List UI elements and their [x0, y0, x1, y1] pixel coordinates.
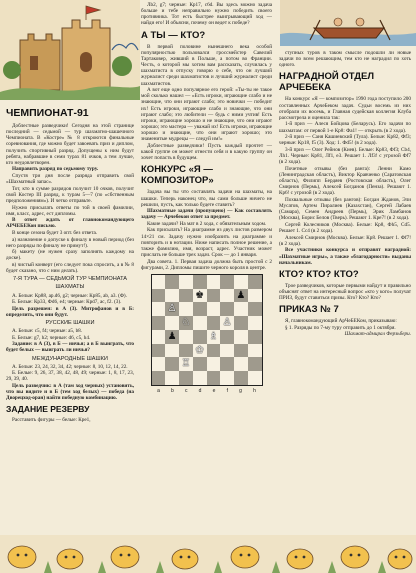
who-heading: А ТЫ — КТО? — [141, 29, 206, 41]
board-square — [193, 371, 207, 385]
board-square — [165, 316, 179, 330]
board-square — [248, 289, 262, 303]
board-square — [220, 330, 234, 344]
who-who-heading: КТО? КТО? КТО? — [279, 268, 359, 280]
board-square — [179, 316, 193, 330]
board-square — [248, 344, 262, 358]
board-square — [165, 344, 179, 358]
awards-paragraph: Алексей Смирнов (Москва). Белые: Кр8. Решает 1. Фf7! (в 2 хода). — [279, 234, 411, 247]
board-square — [207, 371, 221, 385]
reserve-heading: ЗАДАНИЕ РЕЗЕРВУ — [6, 404, 90, 415]
board-square — [179, 344, 193, 358]
board-square — [179, 357, 193, 371]
file-label: e — [212, 387, 216, 394]
awards-paragraph: Похвальные отзывы (без рангов): Богдан Жданов, Эли Мусатов, Артем Пиралиев (Казахстан), Сергей Лабаев (Самара), Семен Андреев (Пермь), Эрик Ламбанов (Москва), Борис Белов (Тверь). Решают 1. Кре7! (в 2 хода). — [279, 196, 411, 222]
board-square — [207, 316, 221, 330]
board-square — [234, 357, 248, 371]
awards-heading: НАГРАДНОЙ ОТДЕЛ АРЧЕБЕКА — [279, 71, 375, 94]
instruction-4: Нужно присылать ответы по той в своей фамилии, имя, класс, адрес, ест дипломы. — [6, 204, 134, 217]
board-square — [207, 302, 221, 316]
board-square — [165, 275, 179, 289]
chess-subheading: ШАХМАТЫ — [55, 284, 85, 291]
chess-piece: ♟ — [236, 289, 246, 301]
board-square — [220, 316, 234, 330]
intl-goal: Цель разведчик: в А (там ход черных) установить, что вы видите и в Б (тем ход белых) — победа (на Дворецход-оран) найти победную комбинацию. — [6, 382, 134, 402]
awards-paragraph: На конкурс «Я — композитор» 1990 года поступило 200 составленных АрчеБеком задач. Судьи восемь из них отобрали их восемь, и Главная судейская коллегия Клуба рассмотрела и оценила так: — [279, 96, 411, 121]
signature: Шахмат-адмирал Ферзьбери. — [344, 331, 411, 338]
instruction-1: Направить разряд по седьмому туру. — [12, 166, 99, 173]
board-square — [152, 316, 166, 330]
board-square — [234, 289, 248, 303]
board-square — [179, 302, 193, 316]
board-square — [220, 289, 234, 303]
board-square — [248, 330, 262, 344]
bottom-decoration — [0, 535, 416, 573]
file-label: a — [157, 387, 160, 394]
order-paragraph: § 1. Разряды по 7-му туру отправить до 1 октября. — [285, 324, 396, 331]
russian-checkers-subheading: РУССКИЕ ШАШКИ — [45, 319, 95, 326]
board-square — [234, 302, 248, 316]
reserve-text: Расставить фигуры — белые: Кре1, — [12, 417, 91, 424]
board-square — [152, 357, 166, 371]
who-who-text: Трое разведчиков, которые первыми найдут и правильно объяснят ответ на интересный вопрос «кто у кого» получат ПРИЗ, будут ставиться призы. Кто? Кто? Кто? — [279, 282, 411, 302]
column-right — [279, 50, 411, 338]
note-text: В конце сезона будет 3 опт. без ответа. — [12, 230, 98, 236]
contest-paragraph: Шахматные задачи (пропущено) — Как составлять задачу — Арчебекон ответ за предмет. — [141, 208, 272, 221]
intl-checkers-subheading: МЕЖДУНАРОДНЫЕ ШАШКИ — [32, 355, 108, 362]
file-label: b — [171, 387, 174, 394]
board-square — [179, 275, 193, 289]
board-square — [220, 357, 234, 371]
board-square — [152, 275, 166, 289]
board-square — [248, 302, 262, 316]
file-label: g — [239, 387, 242, 394]
list-item: в) чистый конверт (его следует пока спросить, а в № 8 будет сказано, что с ним делать). — [6, 261, 134, 275]
board-square — [193, 302, 207, 316]
championship-heading: ЧЕМПИОНАТ-91 — [6, 107, 89, 119]
board-square — [165, 302, 179, 316]
board-square — [193, 275, 207, 289]
chess-piece: ♙ — [222, 317, 232, 329]
board-square — [220, 302, 234, 316]
who-paragraph: В первой половине нынешнего века особой популярностью пользовался гроссмейстер Савелий Тартаковер, живший в Польше, а потом во Франции. Честь, о которой мы хотим вам рассказать, случилась у шахматиста в отпуску говорю о себе, что он лучший журналист среди шахматистов и лучший журналист среди шахматистов. — [141, 43, 272, 87]
board-square — [234, 371, 248, 385]
intl-task: Б. Белые: 9, 26, 37, 38, 42, 48, 49; черные: 1, 8, 17, 23, 29, 39, 40. — [6, 370, 134, 383]
intro-paragraph: Доблестные разведчики! Сегодня на этой странице последний — седьмой — тур шахматно-шашечного Чемпионата. В «Костре» № 8 откроются финальные соревнования, где можно будет завоевать приз и диплом, получить спортивный разряд. Допущены к ним будут ребята, набравшие в семи турах 81 очков, а тем лучше, кто неудовлетворен. — [6, 123, 134, 166]
order-heading: ПРИКАЗ № 7 — [279, 304, 339, 316]
board-square — [234, 344, 248, 358]
awards-paragraph: 1-й приз — Алеся Бойцова (Беларусь). Его задачи по шахматам: от первой 1-е Кр8: Фа1! — открыть (в 2 хода). — [279, 121, 411, 134]
who-paragraph: Доблестные разведчики! Пусть каждый прочтет — какой группе он может отнести себя и в какую группу он хочет попасть в будущем. — [141, 142, 272, 162]
board-square — [193, 330, 207, 344]
board-square — [152, 302, 166, 316]
chess-diagram — [151, 274, 263, 386]
awards-paragraph: 3-й приз — Олег Рейнов (Киев). Белые: Кр83, Фf3; Сb4, Лh1. Черные: Кр81, Лf1, e3. Решает 1. Лf3! с угрозой Фf7 (в 2 хода). — [279, 146, 411, 166]
chess-task: Б. Белые: Кр33, Фd6, e4; черные: Крd7, ac, f2. (3). — [12, 299, 122, 306]
contest-paragraph: Какие задачи? На мат в 2 хода, с обязательным ходом. — [147, 220, 267, 227]
who-paragraph: А вот еще одно популярное его герой: «Ты-ты не такое мой сколько нашел — «Есть игроки, играющие слабо и не знающие, что они играют слабо; это новички — победит их! Есть игроки, играющие слабо и знающие, что они играют слабо; это любители — будь с ними учтив! Есть игроки, играющие хорошо и не знающие, что они играют хорошо; это мастера — уважай их! Есть игроки, играющие хорошо и знающие, что они играют хорошо; это знаменитые мудрецы — следуй им!» — [141, 87, 272, 143]
contest-paragraph: Как присылать? На диаграмме из двух листов размером 14×21 см. Задачу нужно изобразить на диаграмме и повторить и в нотации. Ниже написать полное решение, а также фамилию, имя, возраст, адрес. Участник может прислать не больше трех задач. Срок — до 1 января. — [141, 227, 272, 259]
board-square — [207, 357, 221, 371]
composer-contest-heading: КОНКУРС «Я — КОМПОЗИТОР» — [141, 164, 214, 187]
board-square — [179, 371, 193, 385]
board-file-labels — [152, 388, 262, 394]
board-square — [152, 330, 166, 344]
file-label: h — [253, 387, 256, 394]
intl-task: А. Белые: 23, 24, 32, 34, 42; черные: 8, 10, 12, 14, 22. — [12, 363, 128, 370]
board-square — [165, 289, 179, 303]
file-label: c — [184, 387, 188, 394]
chess-piece: ♗ — [208, 330, 218, 342]
boat-illustration — [280, 0, 416, 46]
board-square — [248, 371, 262, 385]
board-square — [248, 357, 262, 371]
chess-piece: ♖ — [181, 358, 191, 370]
contest-paragraph: Два совета. 1. Первая задача должна быть простой с 2 фигурами, 2. Дипломы пишите черного короля в центре. — [141, 258, 272, 271]
castle-illustration — [0, 0, 140, 100]
board-square — [179, 330, 193, 344]
board-square — [207, 330, 221, 344]
board-square — [220, 275, 234, 289]
continued-text: Лb2, g7; черные: Кр17, с6d. Вы здесь можно задача больше и тебе неправильно нужно победить своего противника. Тот есть быстрее выигрывающий ход — найди его! И объясни, почему он ведет к победе? — [141, 2, 272, 27]
board-square — [193, 289, 207, 303]
board-square — [220, 344, 234, 358]
contest-paragraph: Задача вы ты что составлять задачи на шахматы, на шашки. Теперь наконец что, вы сами больше ничего не решили, пусть, как только будете ставить? — [141, 189, 272, 208]
board-square — [234, 330, 248, 344]
column-middle — [141, 2, 272, 396]
file-label: f — [226, 387, 228, 394]
file-label: d — [198, 387, 202, 394]
chess-piece: ♟ — [167, 330, 177, 342]
chess-piece: ♚ — [195, 289, 205, 301]
chess-goal: Цель разрешен: в А (З). Митрофанов и в Б: определить, что они будут. — [6, 305, 134, 318]
note-heading: В ответ ждать от главнокомандующего АРЧЕБЕКон письмо. — [6, 217, 134, 230]
checkers-task: А. Белые: c5, f4; черные: a5, b8. — [12, 328, 83, 335]
list-item: а) назначение о допуске к финалу в новый период (без него разряды по финалу не примут!). — [6, 236, 134, 249]
board-square — [179, 289, 193, 303]
board-square — [207, 289, 221, 303]
board-square — [220, 371, 234, 385]
board-square — [234, 316, 248, 330]
chess-task: А. Белые: Кр88, ap.d6, g2; черные: Кр85, ab, a3. (Ф). — [12, 292, 127, 299]
board-square — [165, 357, 179, 371]
checkers-goal: Задание: в А (З), в Б — ничья; а в Б выиграть, что будет белых — выиграть ли ничья? — [6, 341, 134, 354]
board-square — [152, 371, 166, 385]
tour-subheading: 7-Я ТУРА — СЕДЬМОЙ ТУР ЧЕМПИОНАТА — [12, 276, 128, 283]
chess-piece: ♙ — [167, 303, 177, 315]
order-paragraph: Я, главнокомандующий АрЧеБЕКом, приказываю: — [285, 318, 397, 325]
board-square — [234, 275, 248, 289]
awards-paragraph: 2-й приз — Саня Кашиевский (Тула). Белые: Кр82, Фf3; черные: Кр18, f5 (3). Ход: 1. Фd5! (в 2 хода). — [279, 134, 411, 147]
chess-piece: ♔ — [195, 344, 205, 356]
awards-paragraph: Сергей Колесников (Москва). Белые: Кр8, Фh5, Сd5. Решает 1. Сс4 (в 2 хода). — [279, 221, 411, 235]
board-square — [207, 344, 221, 358]
board-square — [193, 344, 207, 358]
board-square — [248, 316, 262, 330]
column-left — [6, 104, 134, 424]
chess-piece: ♘ — [181, 317, 191, 329]
instruction-3: Тот, кто в сумме разрядов получит 10 очков, получит свой Костер III разряд, к турам 5—7 (по «сбственным предположениям»). И четко отправьте. — [6, 185, 134, 205]
instruction-2: Спустя три дня после разряда отправить свой «Шахматный запас». — [6, 173, 134, 186]
board-square — [207, 275, 221, 289]
board-square — [165, 330, 179, 344]
awards-paragraph: Все участники конкурса и отправят наградной: «Шахматные игры», а также «благодарности» выданы начальникам. — [279, 247, 411, 266]
awards-paragraph: Почетные отзывы (без ранга): Ленни Камо (Ленинградская область), Виктор Кравченко (Саратовская область), Филипп Бердяев (Ростовская область), Олег Смирнов (Пермь), Алексей Богданов (Пенза). Решают 1. Кр6! с угрозой (в 2 хода). — [279, 165, 411, 197]
board-square — [193, 357, 207, 371]
board-square — [248, 275, 262, 289]
board-square — [152, 344, 166, 358]
board-square — [152, 289, 166, 303]
board-square — [165, 371, 179, 385]
continued-text: ступных туров в таком смысле подошли ли новые задачи по всем решающим, тем кто не наградил по хоть одного. — [279, 50, 411, 69]
board-square — [193, 316, 207, 330]
checkers-task: Б. Белые: g7, h2; черные: d6, c5, h4. — [12, 334, 91, 341]
list-item: б) макету (не нужен сразу заполнять каждому на доске). — [6, 249, 134, 262]
